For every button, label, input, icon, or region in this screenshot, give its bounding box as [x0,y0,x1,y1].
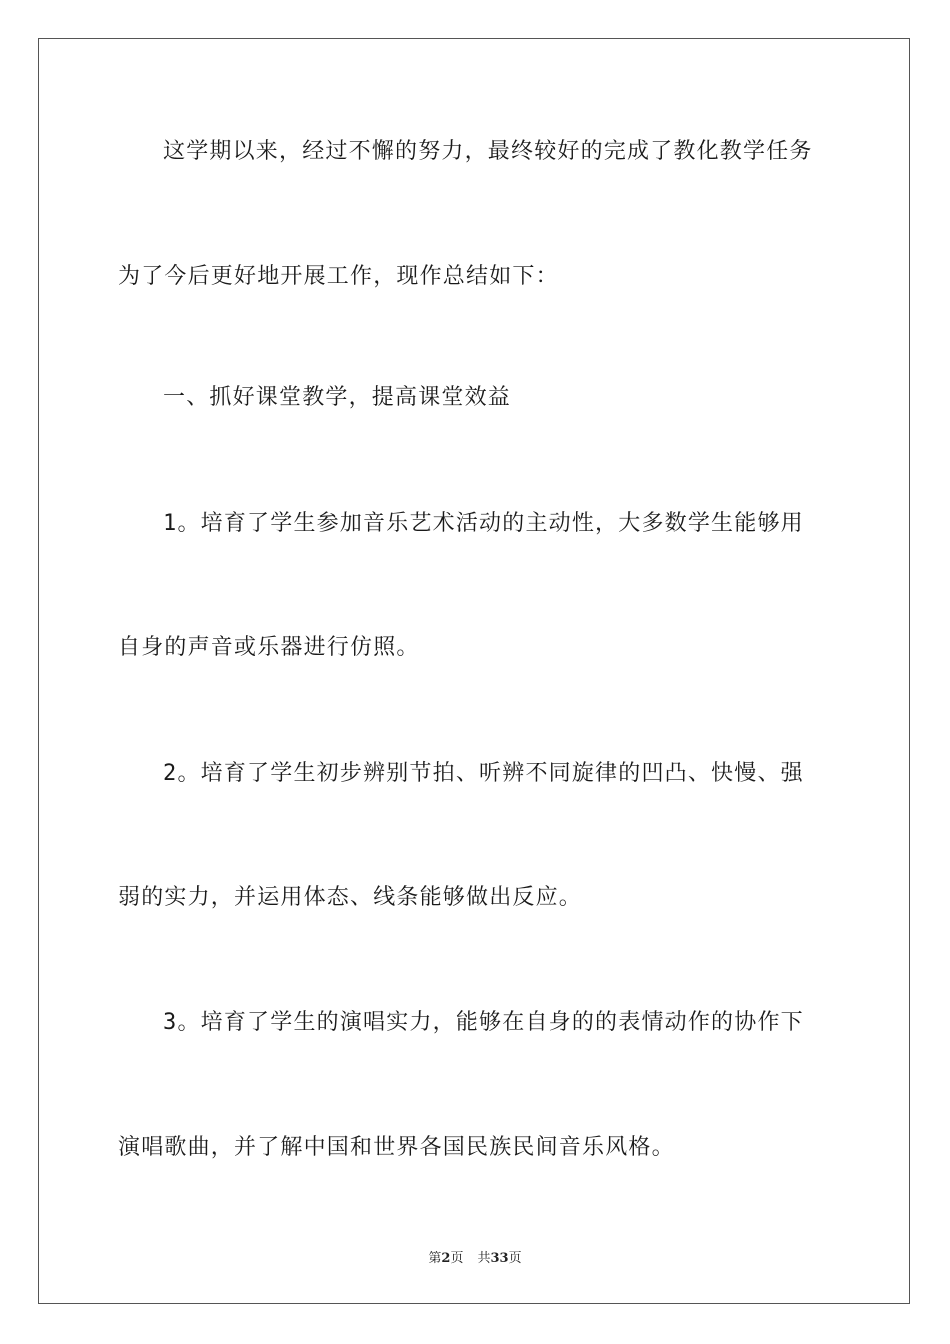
footer-page-suffix: 页 [450,1251,464,1266]
item-1-line-1: 1。培育了学生参加音乐艺术活动的主动性，大多数学生能够用 [163,511,804,536]
page-footer [0,1247,950,1266]
item-1-line-2: 自身的声音或乐器进行仿照。 [118,635,420,660]
item-2-line-2: 弱的实力，并运用体态、线条能够做出反应。 [118,885,583,910]
footer-total-prefix: 共 [477,1251,491,1266]
paragraph-intro-line-1: 这学期以来，经过不懈的努力，最终较好的完成了教化教学任务 [163,139,813,164]
footer-page-prefix: 第 [428,1251,442,1266]
page-border [38,38,910,1304]
item-3-line-1: 3。培育了学生的演唱实力，能够在自身的的表情动作的协作下 [163,1010,804,1035]
footer-page-number: 2 [441,1251,451,1266]
footer-total-pages: 33 [490,1251,509,1266]
section-heading: 一、抓好课堂教学，提高课堂效益 [163,385,512,410]
paragraph-intro-line-2: 为了今后更好地开展工作，现作总结如下： [118,264,559,289]
footer-total-suffix: 页 [508,1251,522,1266]
item-3-line-2: 演唱歌曲，并了解中国和世界各国民族民间音乐风格。 [118,1135,675,1160]
item-2-line-1: 2。培育了学生初步辨别节拍、听辨不同旋律的凹凸、快慢、强 [163,761,804,786]
